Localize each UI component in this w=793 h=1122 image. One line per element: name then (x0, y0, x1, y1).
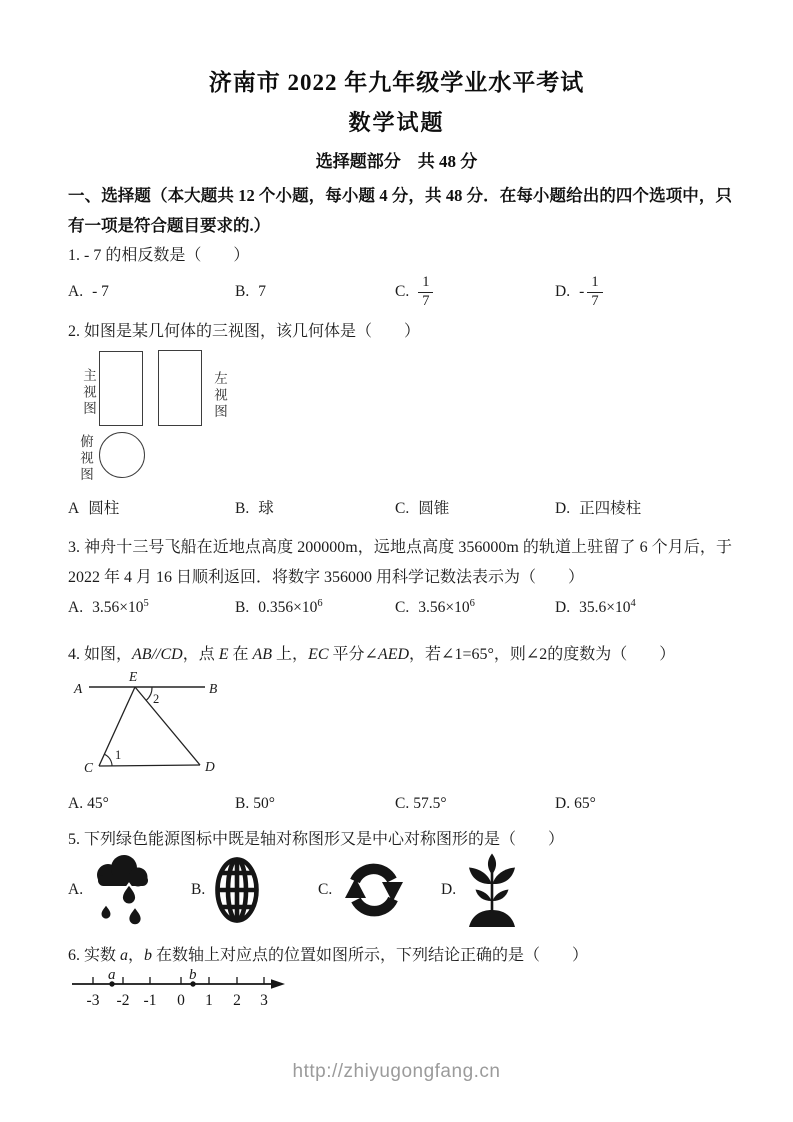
fraction-numerator: 1 (587, 275, 602, 293)
option-4d (555, 795, 748, 813)
option-value: 球 (258, 500, 274, 517)
tick-marks (93, 977, 264, 984)
option-label: D. (555, 282, 571, 300)
option-label: A. (68, 599, 84, 616)
option-label: A. (68, 283, 84, 300)
text-run: 6. 实数 (68, 947, 121, 964)
tick-label: -2 (116, 992, 130, 1009)
option-value: 50° (253, 795, 275, 812)
option-3a (68, 599, 235, 617)
option-value: 65° (574, 795, 596, 812)
option-label: A. (68, 881, 84, 898)
segment-ED (135, 687, 200, 765)
math-run: AED (377, 646, 410, 663)
option-2c (395, 496, 555, 518)
top-view-label: 俯视图 (78, 434, 93, 484)
angle-1-arc (104, 754, 112, 765)
option-label: B. (235, 599, 250, 616)
point-b-label: b (189, 969, 197, 983)
tick-label: 0 (177, 992, 185, 1009)
point-E-label: E (129, 669, 138, 684)
option-value: - 7 (92, 283, 109, 300)
plant-shape (469, 854, 515, 928)
parallel-lines-triangle-diagram (72, 667, 240, 779)
question-4-options (68, 795, 748, 813)
math-run: b (144, 947, 153, 964)
option-label: B. (235, 283, 250, 300)
point-C-label: C (84, 760, 94, 775)
option-value: 45° (87, 795, 109, 812)
option-label: A. (68, 795, 84, 812)
small-raindrop (129, 908, 140, 924)
option-label: B. (235, 500, 250, 517)
option-3b (235, 599, 395, 617)
option-label: C. (395, 599, 410, 616)
globe-wireframe (218, 860, 257, 921)
tick-label: 1 (205, 992, 213, 1009)
option-label: C. (395, 500, 410, 517)
point-A-label: A (74, 681, 83, 696)
option-value: 7 (258, 283, 266, 300)
text-run: 4. 如图， (68, 646, 133, 663)
question-2-text: 2. 如图是某几何体的三视图，该几何体是（ ） (68, 323, 421, 340)
fraction-numerator: 1 (418, 275, 433, 293)
option-5b (191, 851, 259, 929)
watermark-url: http://zhiyugongfang.cn (292, 1061, 501, 1082)
text-run: ，若∠1=65°，则∠2的度数为（ ） (409, 646, 676, 663)
question-4-text (68, 640, 732, 670)
angle-2-arc (146, 687, 152, 701)
point-B-label: B (209, 681, 218, 696)
option-label: C. (318, 881, 333, 898)
question-6-text (68, 941, 732, 971)
angle-1-label: 1 (115, 748, 122, 762)
option-4c (395, 795, 555, 813)
minus-sign: - (579, 282, 585, 300)
axis-arrowhead (271, 979, 285, 989)
exponent: 6 (317, 597, 323, 609)
cloud-shape (97, 855, 148, 887)
option-4b (235, 795, 395, 813)
side-view-label: 左视图 (212, 371, 227, 421)
option-4a (68, 795, 235, 813)
question-3-text: 3. 神舟十三号飞船在近地点高度 200000m，远地点高度 356000m 的轨道上驻留了 6 个月后，于 2022 年 4 月 16 日顺利返回．将数字 356000 用科学记数法表示为（ ） (68, 539, 732, 586)
large-raindrop (122, 884, 136, 905)
question-1-text: 1. - 7 的相反数是（ ） (68, 247, 250, 264)
option-label: D. (555, 500, 571, 517)
math-run: a (120, 947, 129, 964)
option-value: 正四棱柱 (579, 500, 642, 517)
option-5a (68, 851, 151, 929)
option-5c (318, 851, 406, 929)
fraction-denominator: 7 (422, 292, 430, 309)
text-run: ， (128, 947, 145, 964)
fraction-denominator: 7 (591, 292, 599, 309)
exponent: 4 (630, 597, 636, 609)
math-run: AB//CD (132, 646, 183, 663)
option-3d (555, 599, 748, 617)
option-value: 0.356×10 (258, 599, 318, 616)
recycle-arrows-icon (342, 856, 406, 924)
question-1-options (68, 268, 748, 316)
front-view-rectangle (99, 351, 143, 426)
page-title: 济南市 2022 年九年级学业水平考试 (208, 70, 585, 95)
option-2b (235, 496, 395, 518)
point-D-label: D (205, 759, 215, 774)
question-2-options (68, 496, 748, 518)
up-arrowhead (345, 878, 366, 898)
math-run: E (218, 646, 229, 663)
top-view-circle (99, 432, 145, 478)
exponent: 6 (469, 597, 475, 609)
option-label: B. (191, 881, 206, 898)
angle-2-label: 2 (153, 692, 160, 706)
text-run: 上， (272, 646, 309, 663)
text-run: 在数轴上对应点的位置如图所示，下列结论正确的是（ ） (152, 947, 589, 964)
option-value: 圆锥 (418, 500, 450, 517)
section-instructions: 一、选择题（本大题共 12 个小题，每小题 4 分，共 48 分．在每小题给出的四个选项中，只有一项是符合题目要求的.） (68, 186, 732, 235)
question-5-text: 5. 下列绿色能源图标中既是轴对称图形又是中心对称图形的是（ ） (68, 831, 565, 848)
segment-CD (99, 765, 200, 766)
number-line-diagram (70, 969, 302, 1015)
point-a-label: a (108, 969, 116, 983)
option-2d (555, 496, 748, 518)
fraction (418, 275, 433, 310)
option-5d (441, 851, 518, 929)
option-2a (68, 496, 235, 518)
option-value: 3.56×10 (92, 599, 144, 616)
option-value: 35.6×10 (579, 599, 631, 616)
option-label: D. (441, 881, 457, 898)
option-value: 57.5° (413, 795, 447, 812)
globe-icon (215, 857, 259, 923)
text-run: 在 (228, 646, 253, 663)
option-label: C. (395, 282, 410, 300)
option-label: C. (395, 795, 410, 812)
text-run: ，点 (182, 646, 219, 663)
side-view-rectangle (158, 350, 202, 426)
tick-label: -3 (86, 992, 100, 1009)
section-heading: 选择题部分 共 48 分 (315, 152, 478, 171)
three-view-diagram (68, 344, 308, 486)
tick-label: 2 (233, 992, 241, 1009)
small-raindrop (102, 906, 111, 919)
math-run: AB (252, 646, 273, 663)
down-arrowhead (382, 882, 403, 902)
exponent: 5 (143, 597, 149, 609)
rain-cloud-icon (93, 854, 151, 926)
option-1a (68, 283, 235, 301)
question-3-options (68, 599, 748, 617)
option-value: 3.56×10 (418, 599, 470, 616)
option-label: A (68, 500, 80, 517)
tick-label: 3 (260, 992, 268, 1009)
sprout-plant-icon (466, 853, 518, 927)
fraction (587, 275, 602, 310)
option-3c (395, 599, 555, 617)
option-1c (395, 275, 555, 310)
page-subtitle: 数学试题 (348, 110, 445, 135)
tick-label: -1 (143, 992, 157, 1009)
option-label: D. (555, 599, 571, 616)
option-label: B. (235, 795, 250, 812)
front-view-label: 主视图 (81, 368, 96, 418)
option-1d (555, 275, 748, 310)
text-run: 平分∠ (328, 646, 378, 663)
option-label: D. (555, 795, 571, 812)
math-run: EC (308, 646, 329, 663)
option-1b (235, 283, 395, 301)
option-value: 圆柱 (88, 500, 120, 517)
